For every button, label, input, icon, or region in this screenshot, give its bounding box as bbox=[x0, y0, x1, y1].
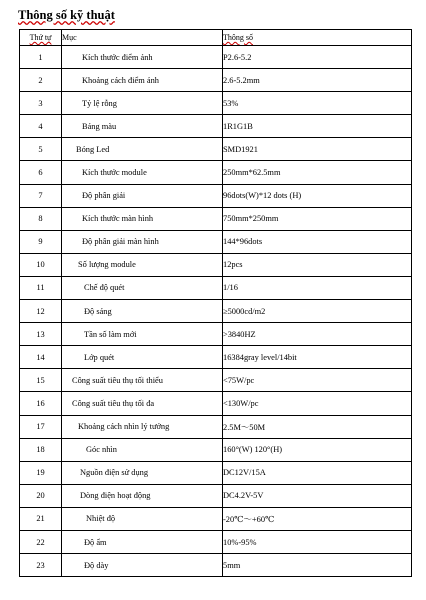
row-value: 12pcs bbox=[223, 253, 412, 276]
table-row bbox=[20, 300, 412, 323]
row-item: Độ phân giải bbox=[62, 184, 223, 207]
row-number: 16 bbox=[20, 392, 62, 415]
row-number: 8 bbox=[20, 207, 62, 230]
table-row bbox=[20, 161, 412, 184]
row-item: Chế độ quét bbox=[62, 276, 223, 299]
row-number: 17 bbox=[20, 415, 62, 438]
row-number: 11 bbox=[20, 276, 62, 299]
row-item: Độ sáng bbox=[62, 300, 223, 323]
row-value: 1/16 bbox=[223, 276, 412, 299]
row-item: Kích thước màn hình bbox=[62, 207, 223, 230]
row-value: 750mm*250mm bbox=[223, 207, 412, 230]
row-item: Công suất tiêu thụ tối thiểu bbox=[62, 369, 223, 392]
row-value: 160°(W) 120°(H) bbox=[223, 438, 412, 461]
row-item: Độ phân giải màn hình bbox=[62, 230, 223, 253]
table-row bbox=[20, 69, 412, 92]
row-item: Dòng điện hoạt động bbox=[62, 484, 223, 507]
row-number: 10 bbox=[20, 253, 62, 276]
row-value: DC4.2V-5V bbox=[223, 484, 412, 507]
row-number: 7 bbox=[20, 184, 62, 207]
table-row bbox=[20, 253, 412, 276]
row-number: 5 bbox=[20, 138, 62, 161]
header-no: Thứ tự bbox=[20, 30, 62, 46]
row-item: Lớp quét bbox=[62, 346, 223, 369]
row-item: Độ ẩm bbox=[62, 530, 223, 553]
row-item: Nguồn điện sử dụng bbox=[62, 461, 223, 484]
table-row bbox=[20, 207, 412, 230]
header-item: Mục bbox=[62, 30, 223, 46]
row-value: 96dots(W)*12 dots (H) bbox=[223, 184, 412, 207]
row-value: DC12V/15A bbox=[223, 461, 412, 484]
table-row bbox=[20, 323, 412, 346]
row-value: P2.6-5.2 bbox=[223, 46, 412, 69]
row-item: Độ dày bbox=[62, 554, 223, 577]
row-number: 6 bbox=[20, 161, 62, 184]
table-row bbox=[20, 530, 412, 553]
row-value: 2.5M～50M bbox=[223, 415, 412, 438]
table-row bbox=[20, 507, 412, 530]
document-title: Thông số kỹ thuật bbox=[18, 8, 115, 22]
row-item: Bảng màu bbox=[62, 115, 223, 138]
row-number: 12 bbox=[20, 300, 62, 323]
table-row bbox=[20, 554, 412, 577]
table-row bbox=[20, 369, 412, 392]
row-number: 1 bbox=[20, 46, 62, 69]
row-value: <75W/pc bbox=[223, 369, 412, 392]
row-item: Khoảng cách nhìn lý tưởng bbox=[62, 415, 223, 438]
row-value: 144*96dots bbox=[223, 230, 412, 253]
row-item: Nhiệt độ bbox=[62, 507, 223, 530]
row-value: 16384gray level/14bit bbox=[223, 346, 412, 369]
row-number: 2 bbox=[20, 69, 62, 92]
row-number: 19 bbox=[20, 461, 62, 484]
table-row bbox=[20, 438, 412, 461]
row-number: 3 bbox=[20, 92, 62, 115]
row-item: Khoảng cách điểm ảnh bbox=[62, 69, 223, 92]
row-item: Kích thước điểm ảnh bbox=[62, 46, 223, 69]
row-value: 2.6-5.2mm bbox=[223, 69, 412, 92]
table-row bbox=[20, 415, 412, 438]
row-value: >3840HZ bbox=[223, 323, 412, 346]
table-row bbox=[20, 346, 412, 369]
row-value: 10%-95% bbox=[223, 530, 412, 553]
table-row bbox=[20, 138, 412, 161]
row-value: 5mm bbox=[223, 554, 412, 577]
specs-table bbox=[19, 29, 412, 577]
row-value: SMD1921 bbox=[223, 138, 412, 161]
table-row bbox=[20, 92, 412, 115]
table-row bbox=[20, 115, 412, 138]
table-row bbox=[20, 230, 412, 253]
row-number: 18 bbox=[20, 438, 62, 461]
row-number: 21 bbox=[20, 507, 62, 530]
table-body bbox=[20, 46, 412, 577]
table-row bbox=[20, 46, 412, 69]
header-value: Thông số bbox=[223, 30, 412, 46]
row-number: 13 bbox=[20, 323, 62, 346]
row-value: ≥5000cd/m2 bbox=[223, 300, 412, 323]
table-row bbox=[20, 392, 412, 415]
table-row bbox=[20, 276, 412, 299]
row-item: Số lượng module bbox=[62, 253, 223, 276]
row-number: 9 bbox=[20, 230, 62, 253]
table-row bbox=[20, 461, 412, 484]
row-value: <130W/pc bbox=[223, 392, 412, 415]
table-header-row bbox=[20, 30, 412, 46]
row-number: 20 bbox=[20, 484, 62, 507]
table-row bbox=[20, 484, 412, 507]
row-item: Tỷ lệ rỗng bbox=[62, 92, 223, 115]
row-number: 23 bbox=[20, 554, 62, 577]
row-value: 53% bbox=[223, 92, 412, 115]
row-item: Kích thước module bbox=[62, 161, 223, 184]
row-item: Công suất tiêu thụ tối đa bbox=[62, 392, 223, 415]
row-value: 1R1G1B bbox=[223, 115, 412, 138]
row-number: 14 bbox=[20, 346, 62, 369]
row-value: -20℃～+60℃ bbox=[223, 507, 412, 530]
table-row bbox=[20, 184, 412, 207]
row-item: Bóng Led bbox=[62, 138, 223, 161]
row-number: 15 bbox=[20, 369, 62, 392]
row-number: 22 bbox=[20, 530, 62, 553]
row-number: 4 bbox=[20, 115, 62, 138]
row-value: 250mm*62.5mm bbox=[223, 161, 412, 184]
row-item: Góc nhìn bbox=[62, 438, 223, 461]
row-item: Tần số làm mới bbox=[62, 323, 223, 346]
